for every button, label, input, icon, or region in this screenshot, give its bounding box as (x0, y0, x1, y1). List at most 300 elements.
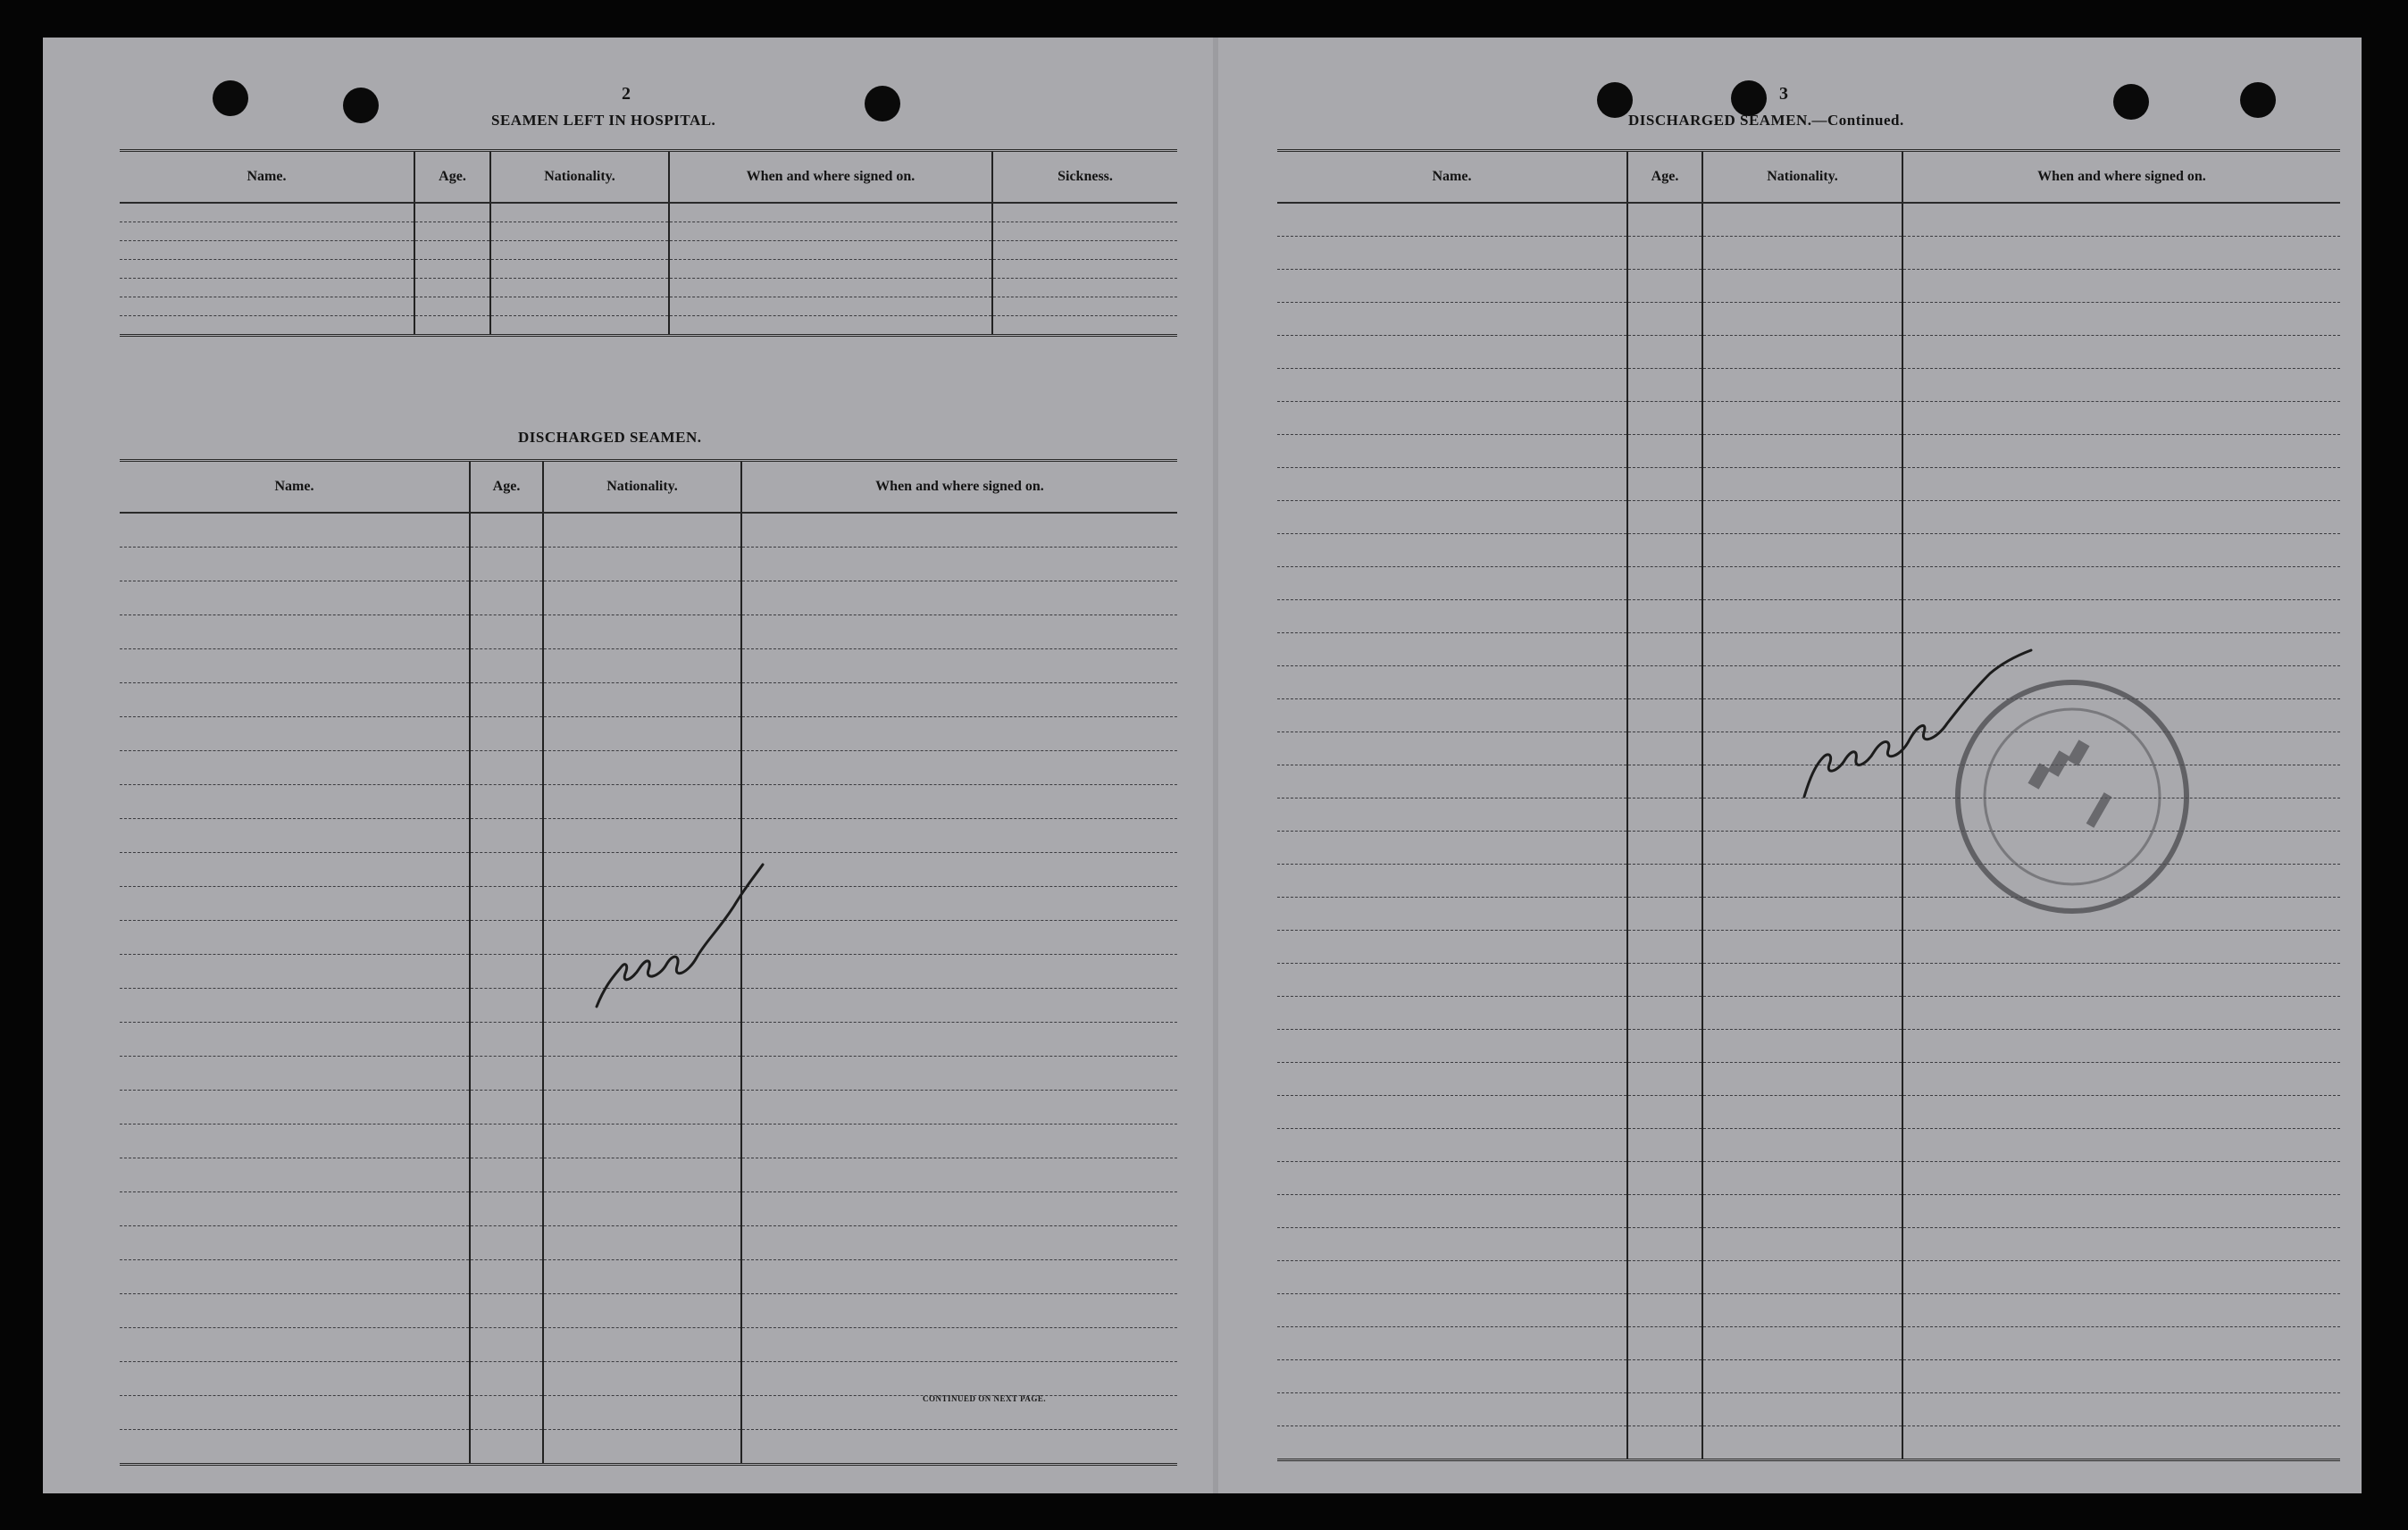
blank-cell (470, 1260, 543, 1294)
blank-cell (1627, 765, 1702, 798)
blank-cell (470, 615, 543, 649)
blank-cell (1277, 1063, 1627, 1096)
blank-cell (1702, 1195, 1902, 1228)
blank-row (120, 548, 1177, 581)
blank-cell (1277, 699, 1627, 732)
blank-cell (414, 222, 490, 241)
blank-row (120, 615, 1177, 649)
blank-cell (741, 1362, 1177, 1396)
blank-cell (1627, 369, 1702, 402)
hospital-table (120, 149, 1177, 337)
blank-cell (1277, 1096, 1627, 1129)
blank-cell (120, 1396, 470, 1430)
blank-cell (1627, 997, 1702, 1030)
blank-row (1277, 1030, 2340, 1063)
blank-cell (1702, 237, 1902, 270)
blank-cell (1902, 501, 2340, 534)
blank-cell (1627, 1195, 1702, 1228)
blank-cell (120, 1023, 470, 1057)
blank-cell (992, 203, 1177, 222)
blank-row (1277, 931, 2340, 964)
blank-cell (470, 581, 543, 615)
blank-row (1277, 203, 2340, 237)
blank-cell (120, 921, 470, 955)
blank-cell (1277, 666, 1627, 699)
blank-cell (1702, 1393, 1902, 1426)
discharged-col-signed-on: When and where signed on. (741, 461, 1177, 514)
blank-cell (543, 1125, 741, 1158)
discharged-col-nationality: Nationality. (543, 461, 741, 514)
blank-cell (1627, 865, 1702, 898)
punch-hole (2113, 84, 2149, 120)
blank-cell (414, 203, 490, 222)
blank-cell (1702, 1360, 1902, 1393)
blank-cell (120, 548, 470, 581)
blank-cell (1627, 402, 1702, 435)
blank-cell (543, 751, 741, 785)
inspection-stamp (1947, 672, 2197, 922)
blank-cell (1702, 931, 1902, 964)
blank-row (1277, 1129, 2340, 1162)
blank-cell (1627, 1228, 1702, 1261)
blank-cell (1902, 203, 2340, 237)
blank-cell (120, 1192, 470, 1226)
blank-cell (1627, 1063, 1702, 1096)
blank-cell (1627, 435, 1702, 468)
blank-cell (992, 222, 1177, 241)
blank-cell (120, 615, 470, 649)
blank-cell (992, 297, 1177, 316)
blank-row (120, 1057, 1177, 1091)
blank-cell (1902, 1261, 2340, 1294)
blank-cell (669, 297, 992, 316)
blank-cell (1902, 1426, 2340, 1460)
blank-cell (414, 316, 490, 336)
blank-row (1277, 1393, 2340, 1426)
blank-cell (741, 1158, 1177, 1192)
blank-cell (414, 297, 490, 316)
blank-cell (669, 260, 992, 279)
blank-row (1277, 1096, 2340, 1129)
blank-cell (1277, 732, 1627, 765)
blank-cell (741, 1057, 1177, 1091)
blank-cell (1277, 567, 1627, 600)
blank-cell (1627, 237, 1702, 270)
blank-cell (1902, 931, 2340, 964)
blank-cell (992, 260, 1177, 279)
blank-cell (414, 279, 490, 297)
blank-cell (1902, 402, 2340, 435)
blank-cell (1702, 1063, 1902, 1096)
blank-cell (470, 1057, 543, 1091)
hospital-col-age: Age. (414, 151, 490, 204)
blank-cell (470, 921, 543, 955)
blank-cell (741, 513, 1177, 548)
blank-cell (120, 203, 414, 222)
blank-cell (1277, 798, 1627, 832)
blank-cell (1702, 1261, 1902, 1294)
blank-row (120, 297, 1177, 316)
blank-cell (1902, 997, 2340, 1030)
blank-cell (1627, 1261, 1702, 1294)
blank-cell (120, 649, 470, 683)
punch-hole (865, 86, 900, 121)
blank-cell (490, 316, 669, 336)
blank-cell (490, 260, 669, 279)
punch-hole (1731, 80, 1767, 116)
blank-cell (470, 1192, 543, 1226)
blank-cell (120, 513, 470, 548)
blank-cell (120, 887, 470, 921)
blank-cell (741, 683, 1177, 717)
hospital-col-sickness: Sickness. (992, 151, 1177, 204)
blank-cell (470, 1430, 543, 1465)
blank-row (120, 316, 1177, 336)
blank-cell (1277, 402, 1627, 435)
continued-col-signed-on: When and where signed on. (1902, 151, 2340, 204)
blank-cell (470, 751, 543, 785)
blank-row (1277, 1063, 2340, 1096)
blank-cell (1277, 303, 1627, 336)
blank-row (1277, 1162, 2340, 1195)
blank-cell (1277, 203, 1627, 237)
page-number-left: 2 (622, 84, 631, 104)
blank-cell (543, 683, 741, 717)
blank-cell (1277, 964, 1627, 997)
blank-row (120, 1430, 1177, 1465)
blank-cell (120, 1158, 470, 1192)
blank-cell (1277, 270, 1627, 303)
blank-row (1277, 1261, 2340, 1294)
blank-cell (120, 955, 470, 989)
blank-cell (741, 1430, 1177, 1465)
blank-cell (1277, 931, 1627, 964)
blank-cell (669, 279, 992, 297)
blank-row (1277, 1294, 2340, 1327)
blank-cell (470, 989, 543, 1023)
hospital-col-name: Name. (120, 151, 414, 204)
blank-row (120, 1294, 1177, 1328)
blank-cell (1627, 1360, 1702, 1393)
blank-cell (120, 853, 470, 887)
blank-row (1277, 1426, 2340, 1460)
blank-cell (1627, 534, 1702, 567)
blank-cell (543, 1158, 741, 1192)
blank-cell (1902, 1096, 2340, 1129)
blank-cell (1902, 1063, 2340, 1096)
blank-cell (1902, 1162, 2340, 1195)
blank-cell (741, 1023, 1177, 1057)
blank-cell (1702, 832, 1902, 865)
blank-cell (490, 279, 669, 297)
blank-cell (1277, 1228, 1627, 1261)
blank-cell (1902, 1393, 2340, 1426)
blank-row (1277, 402, 2340, 435)
blank-cell (120, 1362, 470, 1396)
blank-cell (490, 222, 669, 241)
blank-row (1277, 237, 2340, 270)
blank-cell (1277, 1195, 1627, 1228)
blank-row (1277, 303, 2340, 336)
blank-cell (470, 683, 543, 717)
blank-cell (1902, 270, 2340, 303)
blank-cell (1627, 468, 1702, 501)
blank-cell (120, 1091, 470, 1125)
blank-cell (1277, 1393, 1627, 1426)
page-number-right: 3 (1779, 84, 1788, 104)
blank-cell (120, 1125, 470, 1158)
blank-cell (120, 1260, 470, 1294)
blank-cell (120, 819, 470, 853)
blank-cell (1902, 468, 2340, 501)
blank-cell (1277, 832, 1627, 865)
blank-cell (741, 1192, 1177, 1226)
blank-cell (1902, 534, 2340, 567)
blank-row (120, 279, 1177, 297)
blank-row (1277, 336, 2340, 369)
blank-row (1277, 270, 2340, 303)
blank-cell (1702, 1228, 1902, 1261)
discharged-continued-title: DISCHARGED SEAMEN.—Continued. (1628, 112, 1904, 129)
blank-cell (1277, 898, 1627, 931)
blank-row (120, 581, 1177, 615)
blank-cell (1627, 931, 1702, 964)
blank-cell (1902, 1030, 2340, 1063)
blank-cell (470, 717, 543, 751)
blank-cell (1902, 1195, 2340, 1228)
blank-cell (470, 1158, 543, 1192)
blank-cell (543, 717, 741, 751)
blank-cell (1902, 1228, 2340, 1261)
blank-cell (1902, 237, 2340, 270)
blank-cell (1902, 435, 2340, 468)
blank-cell (1702, 1096, 1902, 1129)
blank-row (1277, 964, 2340, 997)
blank-cell (1702, 1327, 1902, 1360)
blank-cell (1277, 865, 1627, 898)
blank-row (120, 241, 1177, 260)
handwritten-none-left (543, 806, 829, 1020)
blank-cell (543, 1430, 741, 1465)
blank-row (1277, 997, 2340, 1030)
blank-cell (669, 316, 992, 336)
blank-row (120, 717, 1177, 751)
blank-cell (1702, 303, 1902, 336)
blank-cell (1902, 336, 2340, 369)
blank-cell (741, 581, 1177, 615)
blank-cell (1702, 435, 1902, 468)
blank-row (1277, 501, 2340, 534)
blank-cell (1627, 203, 1702, 237)
blank-cell (1277, 1162, 1627, 1195)
blank-cell (669, 222, 992, 241)
blank-cell (741, 649, 1177, 683)
blank-cell (1702, 1030, 1902, 1063)
blank-row (1277, 468, 2340, 501)
blank-cell (543, 1260, 741, 1294)
blank-row (120, 1362, 1177, 1396)
blank-cell (120, 260, 414, 279)
blank-cell (120, 1057, 470, 1091)
blank-cell (1627, 1096, 1702, 1129)
blank-cell (1702, 898, 1902, 931)
blank-cell (741, 1328, 1177, 1362)
blank-cell (1627, 1129, 1702, 1162)
blank-cell (741, 751, 1177, 785)
blank-cell (1702, 1294, 1902, 1327)
hospital-section-title: SEAMEN LEFT IN HOSPITAL. (491, 112, 716, 129)
blank-cell (1627, 336, 1702, 369)
blank-cell (543, 1057, 741, 1091)
blank-cell (120, 1328, 470, 1362)
blank-cell (1277, 1426, 1627, 1460)
blank-cell (543, 1328, 741, 1362)
blank-cell (992, 279, 1177, 297)
blank-cell (669, 203, 992, 222)
blank-cell (120, 297, 414, 316)
blank-row (120, 751, 1177, 785)
blank-cell (470, 1396, 543, 1430)
blank-cell (543, 1192, 741, 1226)
punch-hole (343, 88, 379, 123)
blank-cell (120, 785, 470, 819)
blank-cell (1277, 435, 1627, 468)
blank-cell (741, 1226, 1177, 1260)
blank-cell (470, 548, 543, 581)
manifest-sheet (43, 38, 2362, 1493)
blank-cell (120, 1294, 470, 1328)
blank-cell (1627, 303, 1702, 336)
blank-row (120, 683, 1177, 717)
blank-cell (1627, 567, 1702, 600)
blank-cell (741, 1125, 1177, 1158)
blank-cell (1277, 369, 1627, 402)
blank-cell (470, 955, 543, 989)
continued-col-age: Age. (1627, 151, 1702, 204)
continued-col-nationality: Nationality. (1702, 151, 1902, 204)
blank-row (120, 649, 1177, 683)
blank-cell (1702, 534, 1902, 567)
blank-cell (470, 513, 543, 548)
blank-cell (1277, 600, 1627, 633)
blank-cell (414, 260, 490, 279)
blank-cell (470, 1023, 543, 1057)
blank-cell (470, 649, 543, 683)
blank-row (120, 1328, 1177, 1362)
blank-cell (470, 1226, 543, 1260)
blank-cell (1627, 270, 1702, 303)
blank-cell (1277, 1261, 1627, 1294)
page-fold (1213, 38, 1218, 1493)
blank-cell (741, 615, 1177, 649)
blank-row (120, 1023, 1177, 1057)
blank-cell (543, 1396, 741, 1430)
blank-cell (1627, 666, 1702, 699)
blank-cell (543, 649, 741, 683)
blank-cell (470, 1091, 543, 1125)
blank-cell (1702, 402, 1902, 435)
blank-row (1277, 435, 2340, 468)
blank-cell (470, 887, 543, 921)
blank-cell (543, 1226, 741, 1260)
blank-cell (1702, 501, 1902, 534)
blank-cell (1277, 997, 1627, 1030)
blank-row (120, 260, 1177, 279)
blank-cell (120, 989, 470, 1023)
blank-row (120, 513, 1177, 548)
blank-cell (1277, 765, 1627, 798)
blank-cell (741, 717, 1177, 751)
continued-footnote: CONTINUED ON NEXT PAGE. (923, 1394, 1047, 1403)
blank-cell (490, 203, 669, 222)
blank-cell (1702, 203, 1902, 237)
continued-col-name: Name. (1277, 151, 1627, 204)
blank-cell (543, 1023, 741, 1057)
blank-cell (1627, 699, 1702, 732)
hospital-col-nationality: Nationality. (490, 151, 669, 204)
blank-cell (1702, 1162, 1902, 1195)
blank-cell (992, 241, 1177, 260)
blank-cell (1902, 1327, 2340, 1360)
blank-cell (1627, 732, 1702, 765)
blank-cell (1902, 1294, 2340, 1327)
blank-cell (543, 615, 741, 649)
blank-cell (1902, 303, 2340, 336)
blank-cell (470, 853, 543, 887)
blank-row (1277, 1360, 2340, 1393)
blank-cell (414, 241, 490, 260)
blank-cell (1702, 997, 1902, 1030)
blank-cell (669, 241, 992, 260)
blank-cell (470, 1294, 543, 1328)
punch-hole (1597, 82, 1633, 118)
blank-row (120, 1226, 1177, 1260)
blank-cell (470, 1125, 543, 1158)
blank-cell (1702, 336, 1902, 369)
blank-cell (470, 785, 543, 819)
blank-row (1277, 534, 2340, 567)
blank-cell (1902, 964, 2340, 997)
blank-cell (1627, 1030, 1702, 1063)
blank-cell (120, 222, 414, 241)
blank-cell (1702, 865, 1902, 898)
blank-row (120, 1260, 1177, 1294)
blank-cell (543, 1294, 741, 1328)
blank-cell (1627, 1294, 1702, 1327)
blank-cell (1702, 369, 1902, 402)
blank-cell (1702, 468, 1902, 501)
discharged-col-age: Age. (470, 461, 543, 514)
blank-cell (543, 1362, 741, 1396)
blank-cell (1627, 1162, 1702, 1195)
blank-cell (490, 241, 669, 260)
hospital-rows (120, 203, 1177, 336)
blank-cell (543, 581, 741, 615)
blank-row (120, 222, 1177, 241)
blank-row (1277, 1228, 2340, 1261)
blank-cell (992, 316, 1177, 336)
blank-cell (1902, 1129, 2340, 1162)
blank-row (1277, 369, 2340, 402)
blank-cell (1627, 600, 1702, 633)
blank-cell (1627, 832, 1702, 865)
blank-cell (1277, 534, 1627, 567)
blank-cell (1627, 1426, 1702, 1460)
blank-cell (1902, 369, 2340, 402)
blank-cell (1702, 270, 1902, 303)
blank-cell (470, 1328, 543, 1362)
blank-cell (1627, 898, 1702, 931)
